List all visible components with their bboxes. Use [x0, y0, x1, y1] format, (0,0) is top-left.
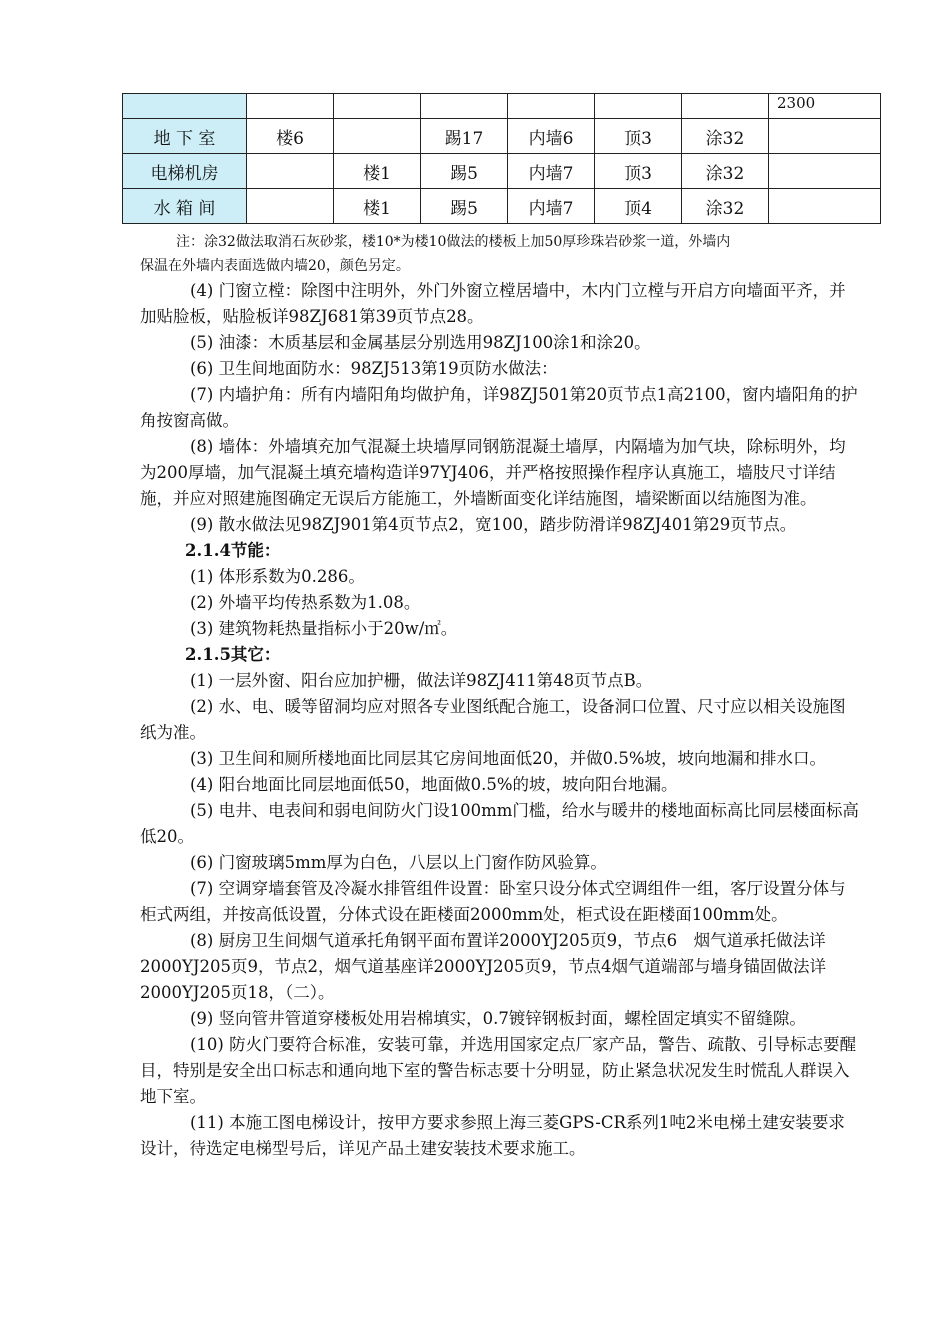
table-cell: 内墙7: [508, 189, 595, 224]
note-line: 保温在外墙内表面选做内墙20，颜色另定。: [140, 258, 410, 274]
table-cell: 涂32: [682, 189, 769, 224]
table-cell: 楼1: [334, 154, 421, 189]
section-heading: 2.1.4节能：: [185, 541, 281, 560]
list-item: (4) 阳台地面比同层地面低50，地面做0.5%的坡，坡向阳台地漏。: [190, 775, 678, 794]
list-item: (11) 本施工图电梯设计，按甲方要求参照上海三菱GPS-CR系列1吨2米电梯土建安装要求设计，待选定电梯型号后，详见产品土建安装技术要求施工。: [140, 1113, 845, 1158]
paragraph: (8) 墙体：外墙填充加气混凝土块墙厚同钢筋混凝土墙厚，内隔墙为加气块，除标明外，均为200厚墙，加气混凝土填充墙构造详97YJ406，并严格按照操作程序认真施工，墙肢尺寸详结施，并应对照建施图确定无误后方能施工，外墙断面变化详结施图，墙梁断面以结施图为准。: [140, 437, 846, 508]
table-row: [123, 119, 881, 154]
room-label: 电梯机房: [123, 154, 247, 189]
table-cell: 内墙7: [508, 154, 595, 189]
table-cell: 顶4: [595, 189, 682, 224]
table-cell: 顶3: [595, 154, 682, 189]
table-cell: 顶3: [595, 119, 682, 154]
room-finish-table: [122, 93, 881, 224]
section-heading: 2.1.5其它：: [185, 645, 281, 664]
room-label: 水 箱 间: [123, 189, 247, 224]
list-item: (2) 外墙平均传热系数为1.08。: [190, 593, 421, 612]
table-row: [123, 94, 881, 119]
table-cell: [682, 94, 769, 119]
paragraph: (4) 门窗立樘：除图中注明外，外门外窗立樘居墙中，木内门立樘与开启方向墙面平齐，并加贴脸板，贴脸板详98ZJ681第39页节点28。: [140, 281, 846, 326]
table-cell: 楼6: [247, 119, 334, 154]
paragraph: (5) 油漆：木质基层和金属基层分别选用98ZJ100涂1和涂20。: [190, 333, 651, 352]
list-item: (5) 电井、电表间和弱电间防火门设100mm门槛，给水与暖井的楼地面标高比同层楼面标高低20。: [140, 801, 859, 846]
room-label: 地 下 室: [123, 119, 247, 154]
table-cell: [247, 154, 334, 189]
table-cell: 内墙6: [508, 119, 595, 154]
paragraph: (6) 卫生间地面防水：98ZJ513第19页防水做法：: [190, 359, 558, 378]
list-item: (10) 防火门要符合标准，安装可靠，并选用国家定点厂家产品，警告、疏散、引导标志要醒目，特别是安全出口标志和通向地下室的警告标志要十分明显，防止紧急状况发生时慌乱人群误入地下室。: [140, 1035, 857, 1106]
table-cell: 2300: [769, 94, 881, 119]
table-cell: 涂32: [682, 119, 769, 154]
table-cell: [595, 94, 682, 119]
table-cell: [769, 189, 881, 224]
list-item: (3) 卫生间和厕所楼地面比同层其它房间地面低20，并做0.5%坡，坡向地漏和排水口。: [190, 749, 827, 768]
table-cell: [421, 94, 508, 119]
table-cell: [769, 119, 881, 154]
list-item: (1) 一层外窗、阳台应加护栅，做法详98ZJ411第48页节点B。: [190, 671, 653, 690]
list-item: (1) 体形系数为0.286。: [190, 567, 365, 586]
list-item: (3) 建筑物耗热量指标小于20w/㎡。: [190, 619, 458, 638]
list-item: (9) 竖向管井管道穿楼板处用岩棉填实，0.7镀锌钢板封面，螺栓固定填实不留缝隙。: [190, 1009, 806, 1028]
table-cell: 踢5: [421, 154, 508, 189]
table-cell: [769, 154, 881, 189]
body-text: [140, 230, 860, 1162]
table-cell: 涂32: [682, 154, 769, 189]
table-cell: 楼1: [334, 189, 421, 224]
list-item: (7) 空调穿墙套管及冷凝水排管组件设置：卧室只设分体式空调组件一组，客厅设置分体与柜式两组，并按高低设置，分体式设在距楼面2000mm处，柜式设在距楼面100mm处。: [140, 879, 846, 924]
table-cell: [508, 94, 595, 119]
table-cell: [247, 94, 334, 119]
list-item: (8) 厨房卫生间烟气道承托角钢平面布置详2000YJ205页9，节点6 烟气道承托做法详2000YJ205页9，节点2，烟气道基座详2000YJ205页9，节点4烟气道端部与墙身锚固做法详2000YJ205页18，（二）。: [140, 931, 826, 1002]
list-item: (2) 水、电、暖等留洞均应对照各专业图纸配合施工，设备洞口位置、尺寸应以相关设施图纸为准。: [140, 697, 846, 742]
table-row: [123, 189, 881, 224]
table-note: [140, 230, 860, 278]
table-cell: [123, 94, 247, 119]
table-cell: [334, 94, 421, 119]
table-cell: 踢17: [421, 119, 508, 154]
table-cell: [334, 119, 421, 154]
note-line: 注：涂32做法取消石灰砂浆，楼10*为楼10做法的楼板上加50厚珍珠岩砂浆一道，外墙内: [176, 234, 731, 250]
paragraph: (9) 散水做法见98ZJ901第4页节点2，宽100，踏步防滑详98ZJ401第29页节点。: [190, 515, 797, 534]
table-cell: [247, 189, 334, 224]
table-row: [123, 154, 881, 189]
list-item: (6) 门窗玻璃5mm厚为白色，八层以上门窗作防风验算。: [190, 853, 607, 872]
table-cell: 踢5: [421, 189, 508, 224]
paragraph: (7) 内墙护角：所有内墙阳角均做护角，详98ZJ501第20页节点1高2100，窗内墙阳角的护角按窗高做。: [140, 385, 858, 430]
